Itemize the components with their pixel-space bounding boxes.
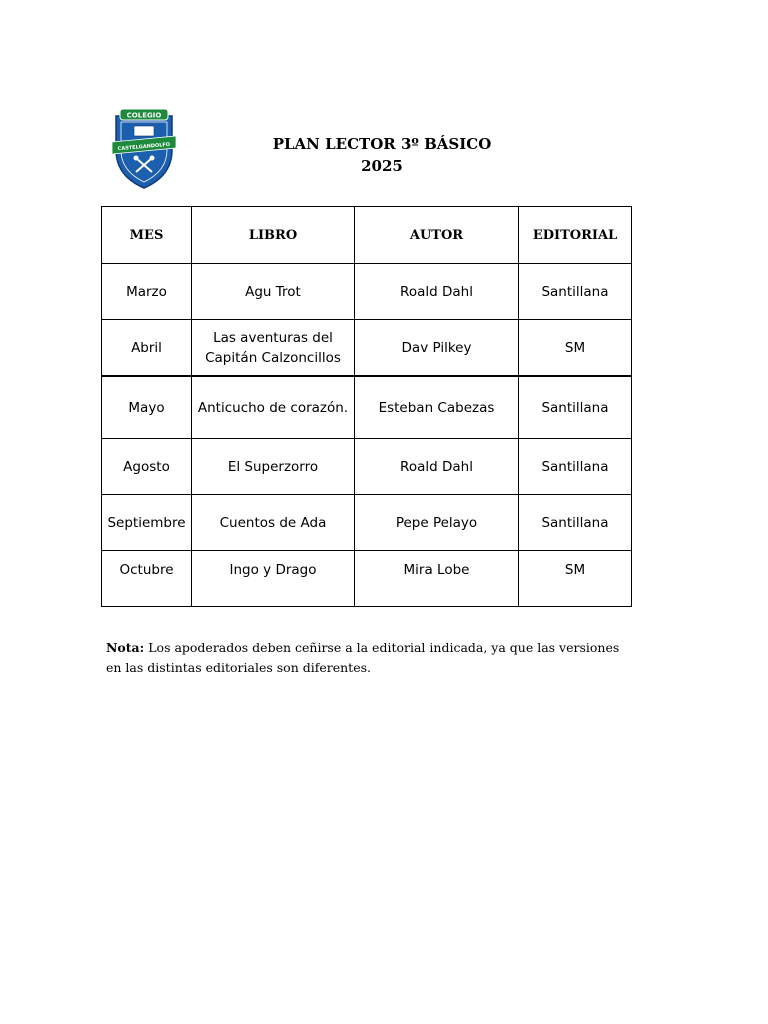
header-editorial: EDITORIAL	[519, 207, 632, 264]
book-icon	[134, 126, 154, 136]
cell-mes: Agosto	[102, 439, 192, 495]
logo-band-text: CASTELGANDOLFO	[117, 141, 171, 153]
cell-editorial: SM	[519, 551, 632, 607]
table-header-row	[102, 207, 632, 264]
cell-autor: Esteban Cabezas	[355, 376, 519, 439]
table-row	[102, 264, 632, 320]
cell-mes: Abril	[102, 320, 192, 377]
cell-libro: Ingo y Drago	[192, 551, 355, 607]
cell-libro: Las aventuras del Capitán Calzoncillos	[192, 320, 355, 377]
cell-mes: Octubre	[102, 551, 192, 607]
note-label: Nota:	[106, 640, 145, 655]
reading-plan-table	[101, 206, 632, 607]
note-paragraph	[106, 638, 626, 678]
cell-autor: Mira Lobe	[355, 551, 519, 607]
table-row	[102, 320, 632, 377]
cell-libro: Agu Trot	[192, 264, 355, 320]
table-row	[102, 495, 632, 551]
school-logo	[106, 106, 182, 190]
cell-autor: Pepe Pelayo	[355, 495, 519, 551]
cell-libro: El Superzorro	[192, 439, 355, 495]
table-row	[102, 376, 632, 439]
cell-autor: Roald Dahl	[355, 439, 519, 495]
table-row	[102, 551, 632, 607]
cell-libro: Anticucho de corazón.	[192, 376, 355, 439]
header-libro: LIBRO	[192, 207, 355, 264]
page-title-year: 2025	[361, 157, 403, 175]
cell-autor: Roald Dahl	[355, 264, 519, 320]
cell-editorial: Santillana	[519, 439, 632, 495]
cell-editorial: Santillana	[519, 495, 632, 551]
header-mes: MES	[102, 207, 192, 264]
header-autor: AUTOR	[355, 207, 519, 264]
logo-top-text: COLEGIO	[126, 111, 162, 120]
cell-editorial: Santillana	[519, 376, 632, 439]
note-text: Los apoderados deben ceñirse a la editorial indicada, ya que las versiones en las distintas editoriales son diferentes.	[106, 640, 620, 675]
cell-mes: Septiembre	[102, 495, 192, 551]
cell-editorial: Santillana	[519, 264, 632, 320]
cell-autor: Dav Pilkey	[355, 320, 519, 377]
cell-mes: Mayo	[102, 376, 192, 439]
table-row	[102, 439, 632, 495]
cell-libro: Cuentos de Ada	[192, 495, 355, 551]
page-title: PLAN LECTOR 3º BÁSICO	[272, 135, 492, 153]
cell-editorial: SM	[519, 320, 632, 377]
cell-mes: Marzo	[102, 264, 192, 320]
